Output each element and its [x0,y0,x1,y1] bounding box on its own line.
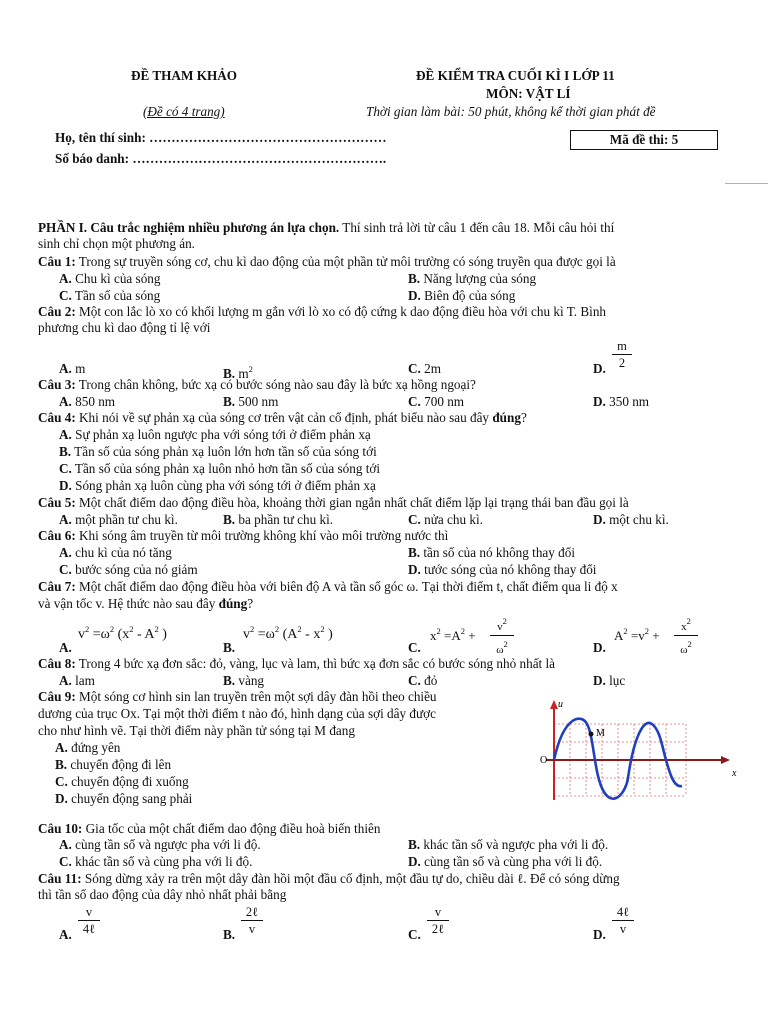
exam-subject: MÔN: VẬT LÍ [486,86,571,101]
q1-option-d[interactable]: D. Biên độ của sóng [408,288,516,303]
q4-option-d[interactable]: D. Sóng phản xạ luôn cùng pha với sóng tới ở điểm phản xạ [59,478,376,493]
question-4: Câu 4: Khi nói về sự phản xạ của sóng cơ trên vật cản cố định, phát biểu nào sau đây đúng? [38,410,527,425]
q7-formula-d: $A^2 =v^2$ + [614,626,660,643]
q9-option-b[interactable]: B. chuyển động đi lên [55,757,172,772]
q4-option-b[interactable]: B. Tần số của sóng phản xạ luôn lớn hơn tần số của sóng tới [59,444,377,459]
q3-option-d[interactable]: D. 350 nm [593,394,650,409]
question-7: Câu 7: Một chất điểm dao động điều hòa với biên độ A và tần số góc ω. Tại thời điểm t, chất điểm qua li độ x [38,579,618,594]
q5-option-a[interactable]: A. một phần tư chu kì. [59,512,178,527]
wave-curve [554,719,682,799]
q8-option-c[interactable]: C. đỏ [408,673,438,688]
q2-option-a[interactable]: A. m [59,361,86,376]
question-8: Câu 8: Trong 4 bức xạ đơn sắc: đỏ, vàng, lục và lam, thì bức xạ đơn sắc có bước sóng nhỏ nhất là [38,656,556,671]
q5-option-c[interactable]: C. nửa chu kì. [408,512,483,527]
q11-a-fraction: v 4ℓ [78,905,100,936]
q4-option-a[interactable]: A. Sự phản xạ luôn ngược pha với sóng tới ở điểm phản xạ [59,427,371,442]
q7-option-c[interactable]: C. [408,640,421,655]
wave-graph [536,696,746,806]
m-label: M [596,728,605,739]
question-9-line-2: dương của trục Ox. Tại một thời điểm t nào đó, hình dạng của sợi dây được [38,706,436,721]
q5-option-b[interactable]: B. ba phần tư chu kì. [223,512,334,527]
q7-option-a[interactable]: A. [59,640,72,655]
candidate-name-line: Họ, tên thí sinh: ……………………………………………… [55,130,387,145]
q10-option-a[interactable]: A. cùng tần số và ngược pha với li độ. [59,837,261,852]
origin-label: O [540,755,548,766]
header-left-title: ĐỀ THAM KHẢO [131,68,237,83]
x-label: x [732,768,737,779]
q2-option-b[interactable]: B. $m^2$ [223,364,253,381]
q3-option-b[interactable]: B. 500 nm [223,394,279,409]
accent-line [725,183,768,184]
question-7-line-2: và vận tốc v. Hệ thức nào sau đây đúng? [38,596,254,611]
question-1: Câu 1: Trong sự truyền sóng cơ, chu kì dao động của một phần tử môi trường có sóng truyền qua được gọi là [38,254,616,269]
u-label: u [558,699,563,710]
q8-option-d[interactable]: D. lục [593,673,626,688]
q6-option-c[interactable]: C. bước sóng của nó giảm [59,562,198,577]
question-9: Câu 9: Một sóng cơ hình sin lan truyền trên một sợi dây đàn hồi theo chiều [38,689,437,704]
q8-option-a[interactable]: A. lam [59,673,95,688]
q6-option-a[interactable]: A. chu kì của nó tăng [59,545,172,560]
section-intro: PHẦN I. Câu trắc nghiệm nhiều phương án lựa chọn. Thí sinh trả lời từ câu 1 đến câu 18. Mỗi câu hỏi thí [38,220,615,235]
q4-option-c[interactable]: C. Tần số của sóng phản xạ luôn nhỏ hơn tần số của sóng tới [59,461,381,476]
q1-option-b[interactable]: B. Năng lượng của sóng [408,271,537,286]
q5-option-d[interactable]: D. một chu kì. [593,512,669,527]
q11-c-fraction: v 2ℓ [427,905,449,936]
q7-formula-a: $v^2 =\omega^2$ ($x^2 - A^2$ ) [78,624,167,642]
q11-b-fraction: 2ℓ v [241,905,263,936]
q9-option-d[interactable]: D. chuyển động sang phải [55,791,193,806]
q11-d-fraction: 4ℓ v [612,905,634,936]
point-m [589,732,594,737]
q11-option-c[interactable]: C. [408,927,421,942]
q2-d-fraction: m 2 [612,339,632,370]
question-10: Câu 10: Gia tốc của một chất điểm dao động điều hoà biến thiên [38,821,381,836]
q7-formula-c-fraction: $v^2$ $\omega^2$ [490,614,514,657]
q11-option-a[interactable]: A. [59,927,72,942]
q3-option-c[interactable]: C. 700 nm [408,394,465,409]
q1-option-a[interactable]: A. Chu kì của sóng [59,271,161,286]
q2-option-c[interactable]: C. 2m [408,361,441,376]
q6-option-d[interactable]: D. tước sóng của nó không thay đổi [408,562,597,577]
q7-formula-c: $x^2 =A^2$ + [430,626,476,643]
q7-formula-b: $v^2 =\omega^2$ ($A^2 - x^2$ ) [243,624,333,642]
q9-option-a[interactable]: A. đứng yên [55,740,121,755]
q7-formula-d-fraction: $x^2$ $\omega^2$ [674,614,698,657]
q8-option-b[interactable]: B. vàng [223,673,265,688]
question-3: Câu 3: Trong chân không, bức xạ có bước sóng nào sau đây là bức xạ hồng ngoại? [38,377,476,392]
question-9-line-3: cho như hình vẽ. Tại thời điểm này phần tử sóng tại M đang [38,723,355,738]
question-11-line-2: thì tần số dao động của dây nhỏ nhất phải bằng [38,887,287,902]
q1-option-c[interactable]: C. Tần số của sóng [59,288,161,303]
q11-option-b[interactable]: B. [223,927,236,942]
q7-option-b[interactable]: B. [223,640,236,655]
question-2: Câu 2: Một con lắc lò xo có khối lượng m gắn với lò xo có độ cứng k dao động điều hòa với chu kì T. Bình [38,304,607,319]
q9-option-c[interactable]: C. chuyển động đi xuống [55,774,189,789]
u-axis-arrow [550,700,558,709]
page-count-note: (Đề có 4 trang) [143,104,225,119]
question-6: Câu 6: Khi sóng âm truyền từ môi trường không khí vào môi trường nước thì [38,528,449,543]
exam-time: Thời gian làm bài: 50 phút, không kể thời gian phát đề [366,104,656,119]
q10-option-d[interactable]: D. cùng tần số và cùng pha với li độ. [408,854,603,869]
q11-option-d[interactable]: D. [593,927,606,942]
q10-option-c[interactable]: C. khác tần số và cùng pha với li độ. [59,854,253,869]
question-11: Câu 11: Sóng dừng xảy ra trên một dây đàn hồi một đầu cố định, một đầu tự do, chiều dài ℓ. Để có sóng dừng [38,871,620,886]
exam-code-box: Mã đề thi: 5 [570,130,718,150]
candidate-id-line: Số báo danh: …………………………………………………. [55,151,387,166]
q10-option-b[interactable]: B. khác tần số và ngược pha với li độ. [408,837,609,852]
question-5: Câu 5: Một chất điểm dao động điều hòa, khoảng thời gian ngắn nhất chất điểm lặp lại trạng thái ban đầu gọi là [38,495,629,510]
q2-option-d[interactable]: D. [593,361,606,376]
q3-option-a[interactable]: A. 850 nm [59,394,116,409]
q7-option-d[interactable]: D. [593,640,606,655]
section-intro-2: sinh chỉ chọn một phương án. [38,236,195,251]
exam-title: ĐỀ KIỂM TRA CUỐI KÌ I LỚP 11 [416,68,615,83]
question-2-line-2: phương chu kì dao động tỉ lệ với [38,320,211,335]
q6-option-b[interactable]: B. tần số của nó không thay đổi [408,545,576,560]
x-axis-arrow [721,756,730,764]
